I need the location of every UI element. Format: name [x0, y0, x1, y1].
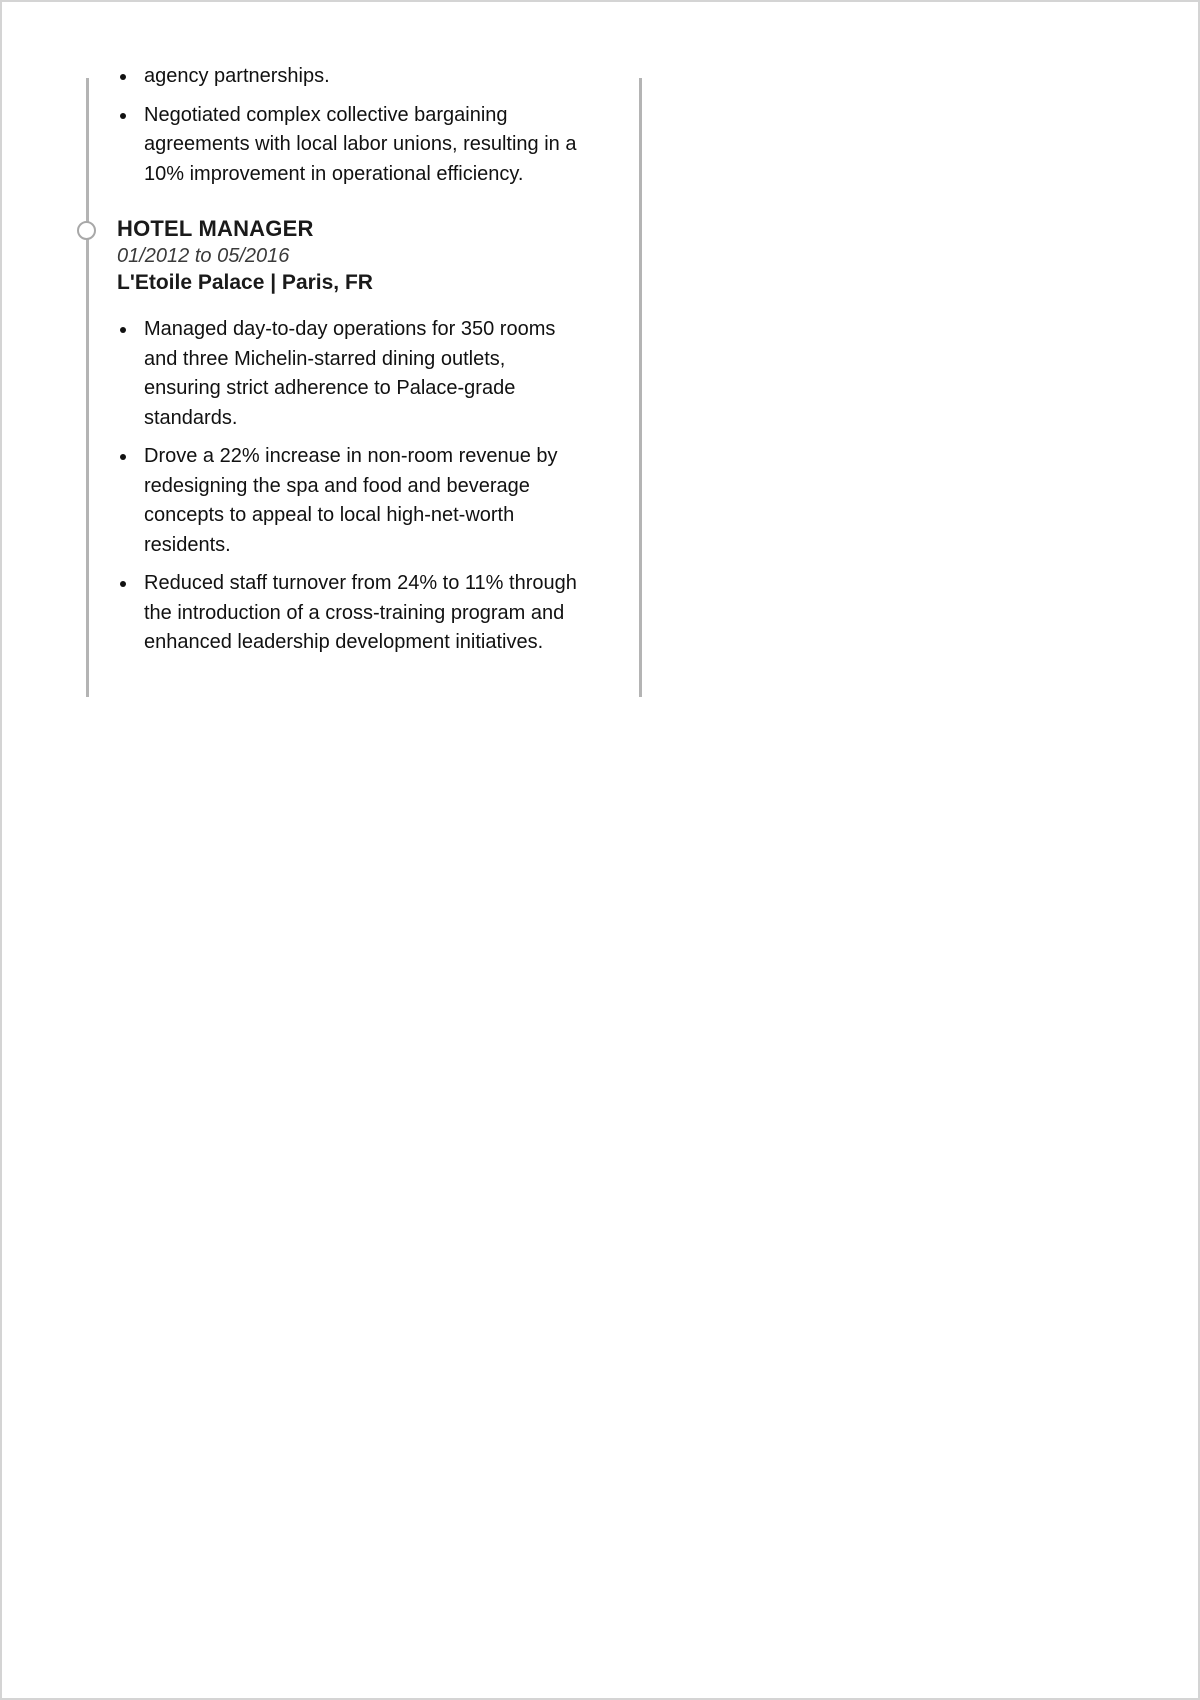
timeline-line: [86, 78, 89, 697]
bullet-item: Negotiated complex collective bargaining agreements with local labor unions, resulting in a 10% improvement in operational efficiency.: [117, 101, 577, 190]
job-entry-hotel-manager: [117, 215, 577, 658]
timeline-dot-icon: [77, 221, 96, 240]
column-divider: [639, 78, 642, 697]
previous-job-bullets: [117, 62, 577, 189]
bullet-item: Managed day-to-day operations for 350 rooms and three Michelin-starred dining outlets, ensuring strict adherence to Palace-grade standards.: [117, 315, 577, 433]
job-company: L'Etoile Palace | Paris, FR: [117, 271, 373, 294]
bullet-item: Drove a 22% increase in non-room revenue by redesigning the spa and food and beverage concepts to appeal to local high-net-worth residents.: [117, 442, 577, 560]
experience-section: [117, 62, 577, 667]
bullet-item: agency partnerships.: [117, 62, 577, 92]
job-bullets: [117, 315, 577, 658]
bullet-item: Reduced staff turnover from 24% to 11% through the introduction of a cross-training program and enhanced leadership development initiatives.: [117, 569, 577, 658]
job-dates: 01/2012 to 05/2016: [117, 245, 290, 267]
job-title: HOTEL MANAGER: [117, 216, 314, 241]
